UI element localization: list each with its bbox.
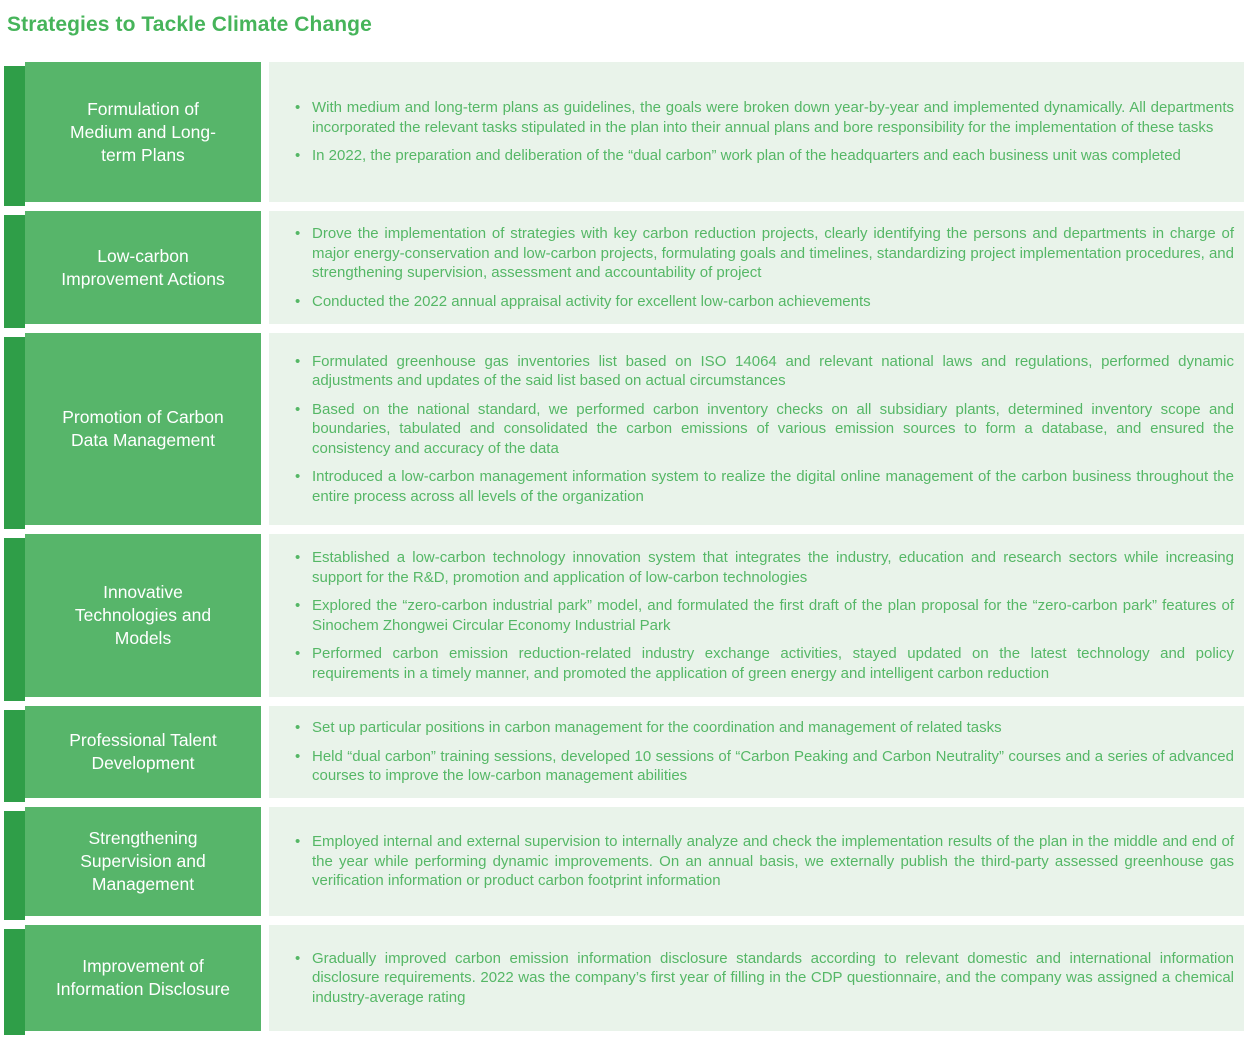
bullet-dot-icon: • xyxy=(295,645,301,662)
bullet-text: Introduced a low-carbon management information system to realize the digital online management of the carbon business throughout the entire process across all levels of the organization xyxy=(312,468,1234,505)
bullet-text: Gradually improved carbon emission information disclosure standards according to relevant domestic and international information disclosure requirements. 2022 was the company’s first year of filling in the CDP questionnaire, and the company was assigned a chemical industry-average rating xyxy=(312,949,1234,1006)
bullet-text: Formulated greenhouse gas inventories list based on ISO 14064 and relevant national laws and regulations, performed dynamic adjustments and updates of the said list based on actual circumstances xyxy=(312,352,1234,390)
row-label xyxy=(25,925,261,1031)
bullet-item xyxy=(269,146,1234,166)
bullet-dot-icon: • xyxy=(295,468,301,486)
bullet-text: Held “dual carbon” training sessions, developed 10 sessions of “Carbon Peaking and Carbon Neutrality” courses and a series of advanced courses to improve the low-carbon management abilities xyxy=(312,747,1234,785)
row-label-text: Professional Talent Development xyxy=(69,730,217,773)
bullet-text: In 2022, the preparation and deliberation of the “dual carbon” work plan of the headquarters and each business unit was completed xyxy=(312,147,1181,165)
row-label xyxy=(25,211,261,324)
row-content xyxy=(269,333,1244,525)
bullet-item xyxy=(269,400,1234,459)
bullet-dot-icon: • xyxy=(295,225,301,242)
bullet-dot-icon: • xyxy=(295,292,301,310)
row-label xyxy=(25,706,261,798)
row-label xyxy=(25,333,261,525)
row-label-text: Low-carbon Improvement Actions xyxy=(61,245,225,289)
table-row xyxy=(4,333,1244,525)
row-label xyxy=(25,534,261,697)
row-content xyxy=(269,925,1244,1031)
bullet-dot-icon: • xyxy=(295,147,301,165)
bullet-dot-icon: • xyxy=(295,549,301,566)
bullet-text: Established a low-carbon technology innovation system that integrates the industry, education and research sectors while increasing support for the R&D, promotion and application of low-carbon technologies xyxy=(312,549,1234,586)
bullet-item xyxy=(269,718,1234,738)
bullet-dot-icon: • xyxy=(295,400,301,418)
bullet-item xyxy=(269,467,1234,506)
bullet-item xyxy=(269,224,1234,283)
bullet-text: With medium and long-term plans as guidelines, the goals were broken down year-by-year and implemented dynamically. All departments incorporated the relevant tasks stipulated in the plan into their annual plans and bore responsibility for the implementation of these tasks xyxy=(312,99,1234,136)
row-label-text: Promotion of Carbon Data Management xyxy=(62,407,224,450)
row-label xyxy=(25,807,261,916)
table-row xyxy=(4,807,1244,916)
bullet-item xyxy=(269,832,1234,891)
row-label-text: Innovative Technologies and Models xyxy=(74,582,212,648)
bullet-text: Based on the national standard, we performed carbon inventory checks on all subsidiary plants, determined inventory scope and boundaries, tabulated and consolidated the carbon emissions of various emission sources to form a database, and ensured the consistency and accuracy of the data xyxy=(312,400,1234,457)
bullet-item xyxy=(269,949,1234,1008)
bullet-item xyxy=(269,644,1234,683)
table-row xyxy=(4,62,1244,202)
page-title: Strategies to Tackle Climate Change xyxy=(7,13,372,36)
bullet-item xyxy=(269,292,1234,312)
bullet-item xyxy=(269,352,1234,391)
bullet-dot-icon: • xyxy=(295,352,301,370)
table-row xyxy=(4,706,1244,798)
bullet-text: Conducted the 2022 annual appraisal activity for excellent low-carbon achievements xyxy=(312,292,871,310)
bullet-item xyxy=(269,98,1234,137)
bullet-dot-icon: • xyxy=(295,747,301,765)
bullet-item xyxy=(269,548,1234,587)
bullet-dot-icon: • xyxy=(295,833,301,851)
row-label-text: Formulation of Medium and Long-term Plans xyxy=(70,98,216,165)
bullet-item xyxy=(269,747,1234,786)
row-label-text: Strengthening Supervision and Management xyxy=(80,828,206,894)
bullet-dot-icon: • xyxy=(295,719,301,737)
table-row xyxy=(4,534,1244,697)
row-content xyxy=(269,211,1244,324)
row-content xyxy=(269,534,1244,697)
bullet-text: Explored the “zero-carbon industrial park” model, and formulated the first draft of the plan proposal for the “zero-carbon park” features of Sinochem Zhongwei Circular Economy Industrial Park xyxy=(312,597,1234,634)
row-content xyxy=(269,706,1244,798)
table-row xyxy=(4,211,1244,324)
row-label xyxy=(25,62,261,202)
row-label-text: Improvement of Information Disclosure xyxy=(55,956,231,999)
bullet-text: Set up particular positions in carbon management for the coordination and management of related tasks xyxy=(312,719,1002,737)
bullet-text: Performed carbon emission reduction-related industry exchange activities, stayed updated on the latest technology and policy requirements in a timely manner, and promoted the application of green energy and intelligent carbon reduction xyxy=(312,645,1234,682)
row-content xyxy=(269,807,1244,916)
bullet-text: Employed internal and external supervision to internally analyze and check the implementation results of the plan in the middle and end of the year while performing dynamic improvements. On an annual basis, we externally publish the third-party assessed greenhouse gas verification information or product carbon footprint information xyxy=(312,833,1234,890)
bullet-text: Drove the implementation of strategies with key carbon reduction projects, clearly identifying the persons and departments in charge of major energy-conservation and low-carbon projects, formulating goals and timelines, standardizing project implementation procedures, and strengthening supervision, assessment and accountability of project xyxy=(312,225,1234,281)
strategy-table xyxy=(4,62,1244,1031)
bullet-dot-icon: • xyxy=(295,597,301,614)
bullet-dot-icon: • xyxy=(295,99,301,117)
bullet-dot-icon: • xyxy=(295,949,301,967)
table-row xyxy=(4,925,1244,1031)
row-content xyxy=(269,62,1244,202)
bullet-item xyxy=(269,596,1234,635)
